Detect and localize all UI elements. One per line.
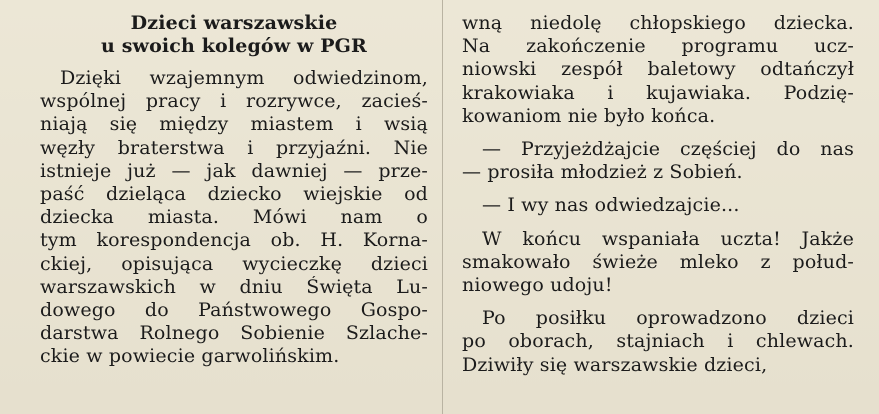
text-line: smakowało świeże mleko z połud- xyxy=(462,250,854,273)
text-line: Dzięki wzajemnym odwiedzinom, xyxy=(60,67,428,89)
paragraph xyxy=(462,138,854,184)
text-line: po oborach, stajniach i chlewach. xyxy=(462,330,854,353)
left-column xyxy=(40,12,428,369)
article-title-line-1: Dzieci warszawskie xyxy=(130,12,338,34)
paragraph xyxy=(40,67,428,369)
text-line: ckiej, opisująca wycieczkę dzieci xyxy=(40,252,428,275)
right-column-body xyxy=(462,12,854,377)
text-line: dziecka miasta. Mówi nam o xyxy=(40,206,428,229)
text-line: niają się między miastem i wsią xyxy=(40,113,428,136)
text-line: wną niedolę chłopskiego dziecka. xyxy=(462,12,854,34)
text-line: węzły braterstwa i przyjaźni. Nie xyxy=(40,136,428,159)
text-line: niowego udoju! xyxy=(462,274,613,297)
text-line: — Przyjeżdżajcie częściej do nas xyxy=(482,138,854,161)
text-line: — I wy nas odwiedzajcie... xyxy=(482,194,740,217)
text-line: niowski zespół baletowy odtańczył xyxy=(462,58,854,81)
text-line: Na zakończenie programu ucz- xyxy=(462,35,854,58)
left-column-body xyxy=(40,67,428,369)
right-column xyxy=(462,12,854,377)
text-line: Po posiłku oprowadzono dzieci xyxy=(482,307,854,330)
text-line: wspólnej pracy i rozrywce, zacieś- xyxy=(40,90,428,113)
paragraph xyxy=(462,307,854,377)
text-line: krakowiaka i kujawiaka. Podzię- xyxy=(462,81,854,104)
text-line: dowego do Państwowego Gospo- xyxy=(40,299,428,322)
article-heading xyxy=(40,12,428,58)
paragraph xyxy=(462,228,854,298)
article-title-line-2: u swoich kolegów w PGR xyxy=(100,35,368,57)
text-line: warszawskich w dniu Święta Lu- xyxy=(40,275,428,298)
paragraph xyxy=(462,12,854,128)
text-line: ckie w powiecie garwolińskim. xyxy=(40,345,340,368)
text-line: istnieje już — jak dawniej — prze- xyxy=(40,159,428,182)
text-line: W końcu wspaniała uczta! Jakże xyxy=(482,227,854,250)
text-line: kowaniom nie było końca. xyxy=(462,104,716,127)
paragraph xyxy=(462,194,854,217)
text-line: — prosiła młodzież z Sobień. xyxy=(462,161,743,184)
text-line: paść dzieląca dziecko wiejskie od xyxy=(40,183,428,206)
text-line: tym korespondencja ob. H. Korna- xyxy=(40,229,428,252)
column-divider xyxy=(442,0,443,414)
text-line: Dziwiły się warszawskie dzieci, xyxy=(462,353,768,376)
text-line: darstwa Rolnego Sobienie Szlache- xyxy=(40,322,428,345)
